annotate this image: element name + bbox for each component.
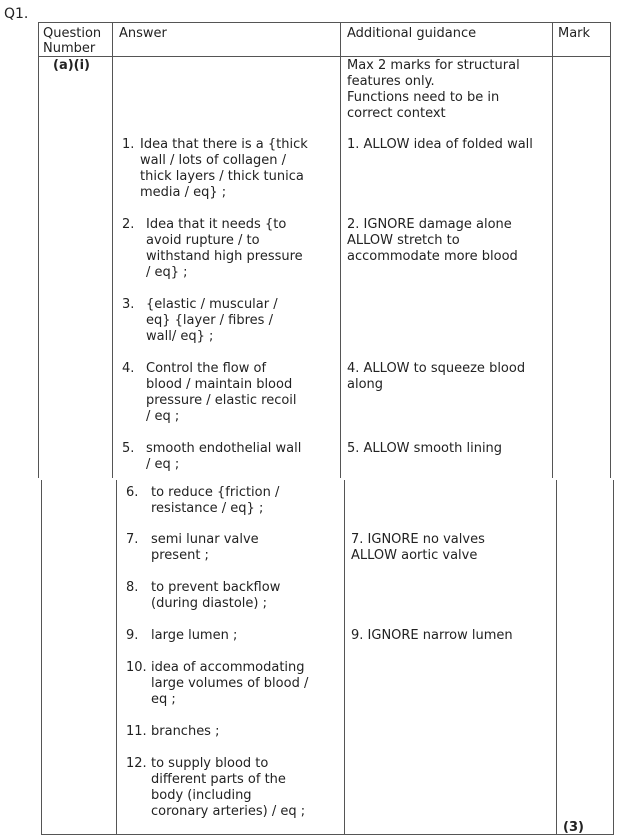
header-question-line-1: Question [43,26,102,41]
header-guidance: Additional guidance [347,26,477,41]
mark-total: (3) [563,820,584,835]
header-bottom-border [38,56,611,57]
guidance-note-2-line-1: 2. IGNORE damage alone [347,217,512,232]
col-divider-1-lower [116,480,117,834]
guidance-intro-line-1: Max 2 marks for structural [347,58,520,73]
header-answer: Answer [119,26,167,41]
guidance-note-2-line-3: accommodate more blood [347,249,518,264]
col-divider-1-upper [112,22,113,478]
table-right-border-lower [613,480,614,834]
table-left-border-upper [38,22,39,478]
guidance-note-4-line-1: 4. ALLOW to squeeze blood [347,361,526,376]
guidance-note-5: 5. ALLOW smooth lining [347,441,503,456]
col-divider-3-lower [556,480,557,834]
col-divider-2-lower [344,480,345,834]
table-top-border [38,22,611,23]
header-mark: Mark [558,26,591,41]
guidance-note-7-line-1: 7. IGNORE no valves [351,532,485,547]
part-label: (a)(i) [53,58,90,73]
question-label: Q1. [4,6,29,22]
guidance-intro-line-3: Functions need to be in [347,90,500,105]
guidance-note-9: 9. IGNORE narrow lumen [351,628,513,643]
guidance-note-4-line-2: along [347,377,384,392]
guidance-note-1: 1. ALLOW idea of folded wall [347,137,533,152]
table-right-border-upper [610,22,611,478]
guidance-note-2-line-2: ALLOW stretch to [347,233,460,248]
col-divider-2-upper [340,22,341,478]
table-left-border-lower [41,480,42,834]
header-question-line-2: Number [43,41,96,56]
guidance-note-7-line-2: ALLOW aortic valve [351,548,478,563]
col-divider-3-upper [552,22,553,478]
table-bottom-border [41,834,614,835]
guidance-intro-line-2: features only. [347,74,435,89]
guidance-intro-line-4: correct context [347,106,446,121]
